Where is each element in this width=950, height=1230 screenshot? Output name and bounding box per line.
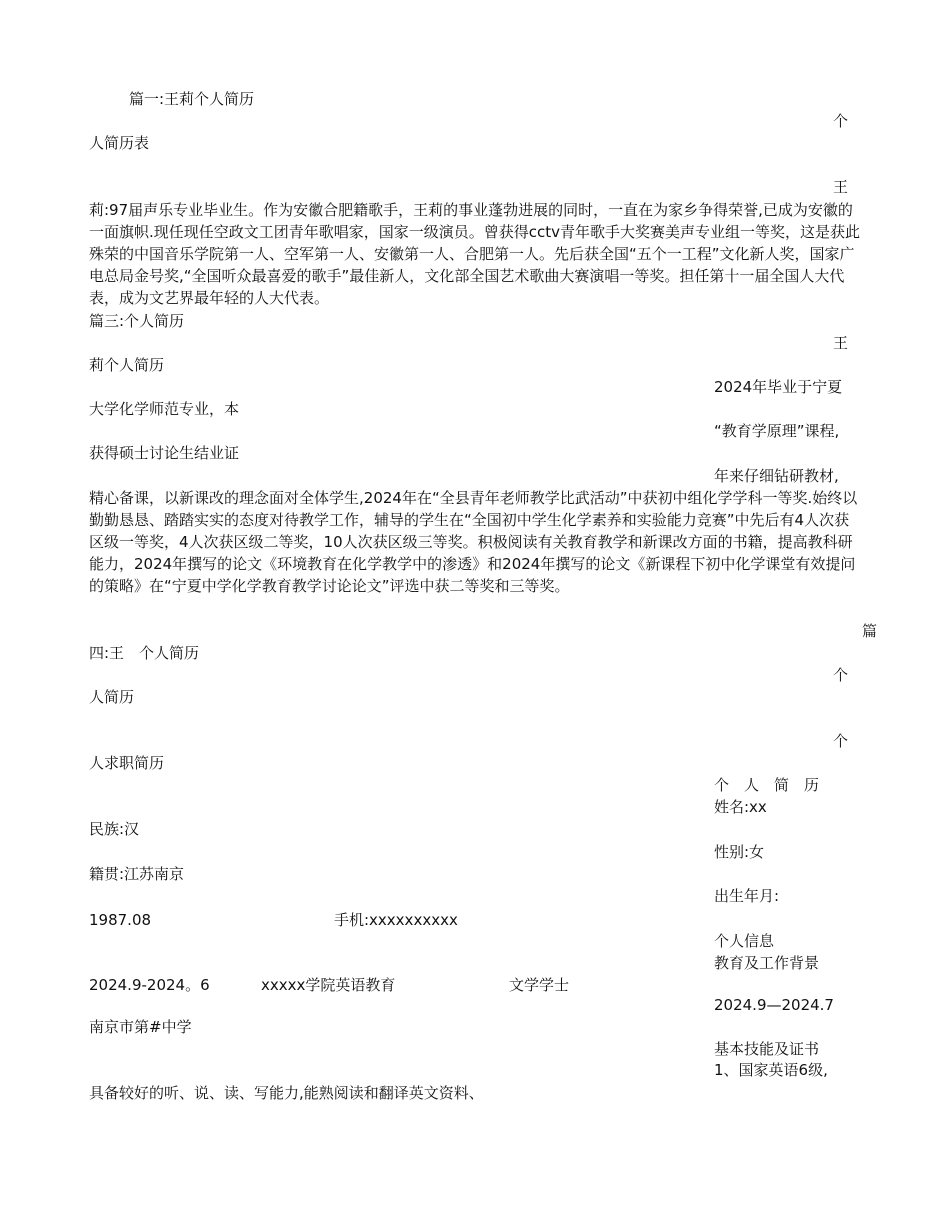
resume-work-place: 南京市第#中学 [89,1018,192,1036]
resume-ethnicity: 民族:汉 [89,820,140,838]
text-fragment: 年来仔细钻研教材, [714,467,839,485]
text-fragment: 人简历表 [89,134,150,152]
text-fragment: 2024年毕业于宁夏 [714,378,843,396]
text-fragment: 王 [833,334,849,352]
text-fragment: 获得硕士讨论生结业证 [89,444,240,462]
text-fragment: 王 [833,178,849,196]
resume-name: 姓名:xx [714,798,767,816]
resume-work-time: 2024.9—2024.7 [714,996,834,1014]
resume-school: xxxxx学院英语教育 [261,976,396,994]
resume-skill-1: 1、国家英语6级, [714,1061,828,1079]
resume-degree: 文学学士 [509,976,570,994]
resume-edu-time: 2024.9-2024。6 [89,976,210,994]
section-title-4: 四:王 个人简历 [89,644,200,662]
resume-edu-heading: 教育及工作背景 [714,954,820,972]
text-fragment: 人简历 [89,688,135,706]
resume-skill-2: 具备较好的听、说、读、写能力,能熟阅读和翻译英文资料、 [89,1084,484,1102]
resume-birth-date: 1987.08 [89,911,152,929]
resume-native-place: 籍贯:江苏南京 [89,865,185,883]
paragraph-wangli-bio: 莉:97届声乐专业毕业生。作为安徽合肥籍歌手，王莉的事业蓬勃进展的同时，一直在为家乡争得荣誉,已成为安徽的一面旗帜.现任现任空政文工团青年歌唱家，国家一级演员。曾获得cctv青年歌手大奖赛美声专业组一等奖，这是获此殊荣的中国音乐学院第一人、空军第一人、安徽第一人、合肥第一人。先后获全国“五个一工程”文化新人奖，国家广电总局金号奖,“全国听众最喜爱的歌手”最佳新人，文化部全国艺术歌曲大赛演唱一等奖。担任第十一届全国人大代表，成为文艺界最年轻的人大代表。 [89,201,861,307]
text-fragment: 人求职简历 [89,754,165,772]
text-fragment: 个 [833,666,849,684]
resume-skills-heading: 基本技能及证书 [714,1040,820,1058]
text-fragment: “教育学原理”课程, [714,422,840,440]
text-fragment: 个 [833,732,849,750]
text-fragment: 大学化学师范专业，本 [89,400,240,418]
text-fragment: 莉个人简历 [89,356,165,374]
section-title-3: 篇三:个人简历 [89,312,185,330]
text-fragment: 篇 [862,622,878,640]
section-title-1: 篇一:王莉个人简历 [129,90,255,108]
resume-phone: 手机:xxxxxxxxxx [334,911,458,929]
resume-heading: 个 人 简 历 [714,776,820,794]
resume-info-heading: 个人信息 [714,932,775,950]
resume-gender: 性别:女 [714,843,765,861]
resume-birth-label: 出生年月: [714,887,780,905]
paragraph-teacher-bio: 精心备课，以新课改的理念面对全体学生,2024年在“全县青年老师教学比武活动”中获初中组化学学科一等奖.始终以勤勤恳恳、踏踏实实的态度对待教学工作，辅导的学生在“全国初中学生化学素养和实验能力竞赛”中先后有4人次获区级一等奖，4人次获区级二等奖，10人次获区级三等奖。积极阅读有关教育教学和新课改方面的书籍，提高教科研能力，2024年撰写的论文《环境教育在化学教学中的渗透》和2024年撰写的论文《新课程下初中化学课堂有效提问的策略》在“宁夏中学化学教育教学讨论论文”评选中获二等奖和三等奖。 [89,489,858,595]
text-fragment: 个 [833,112,849,130]
